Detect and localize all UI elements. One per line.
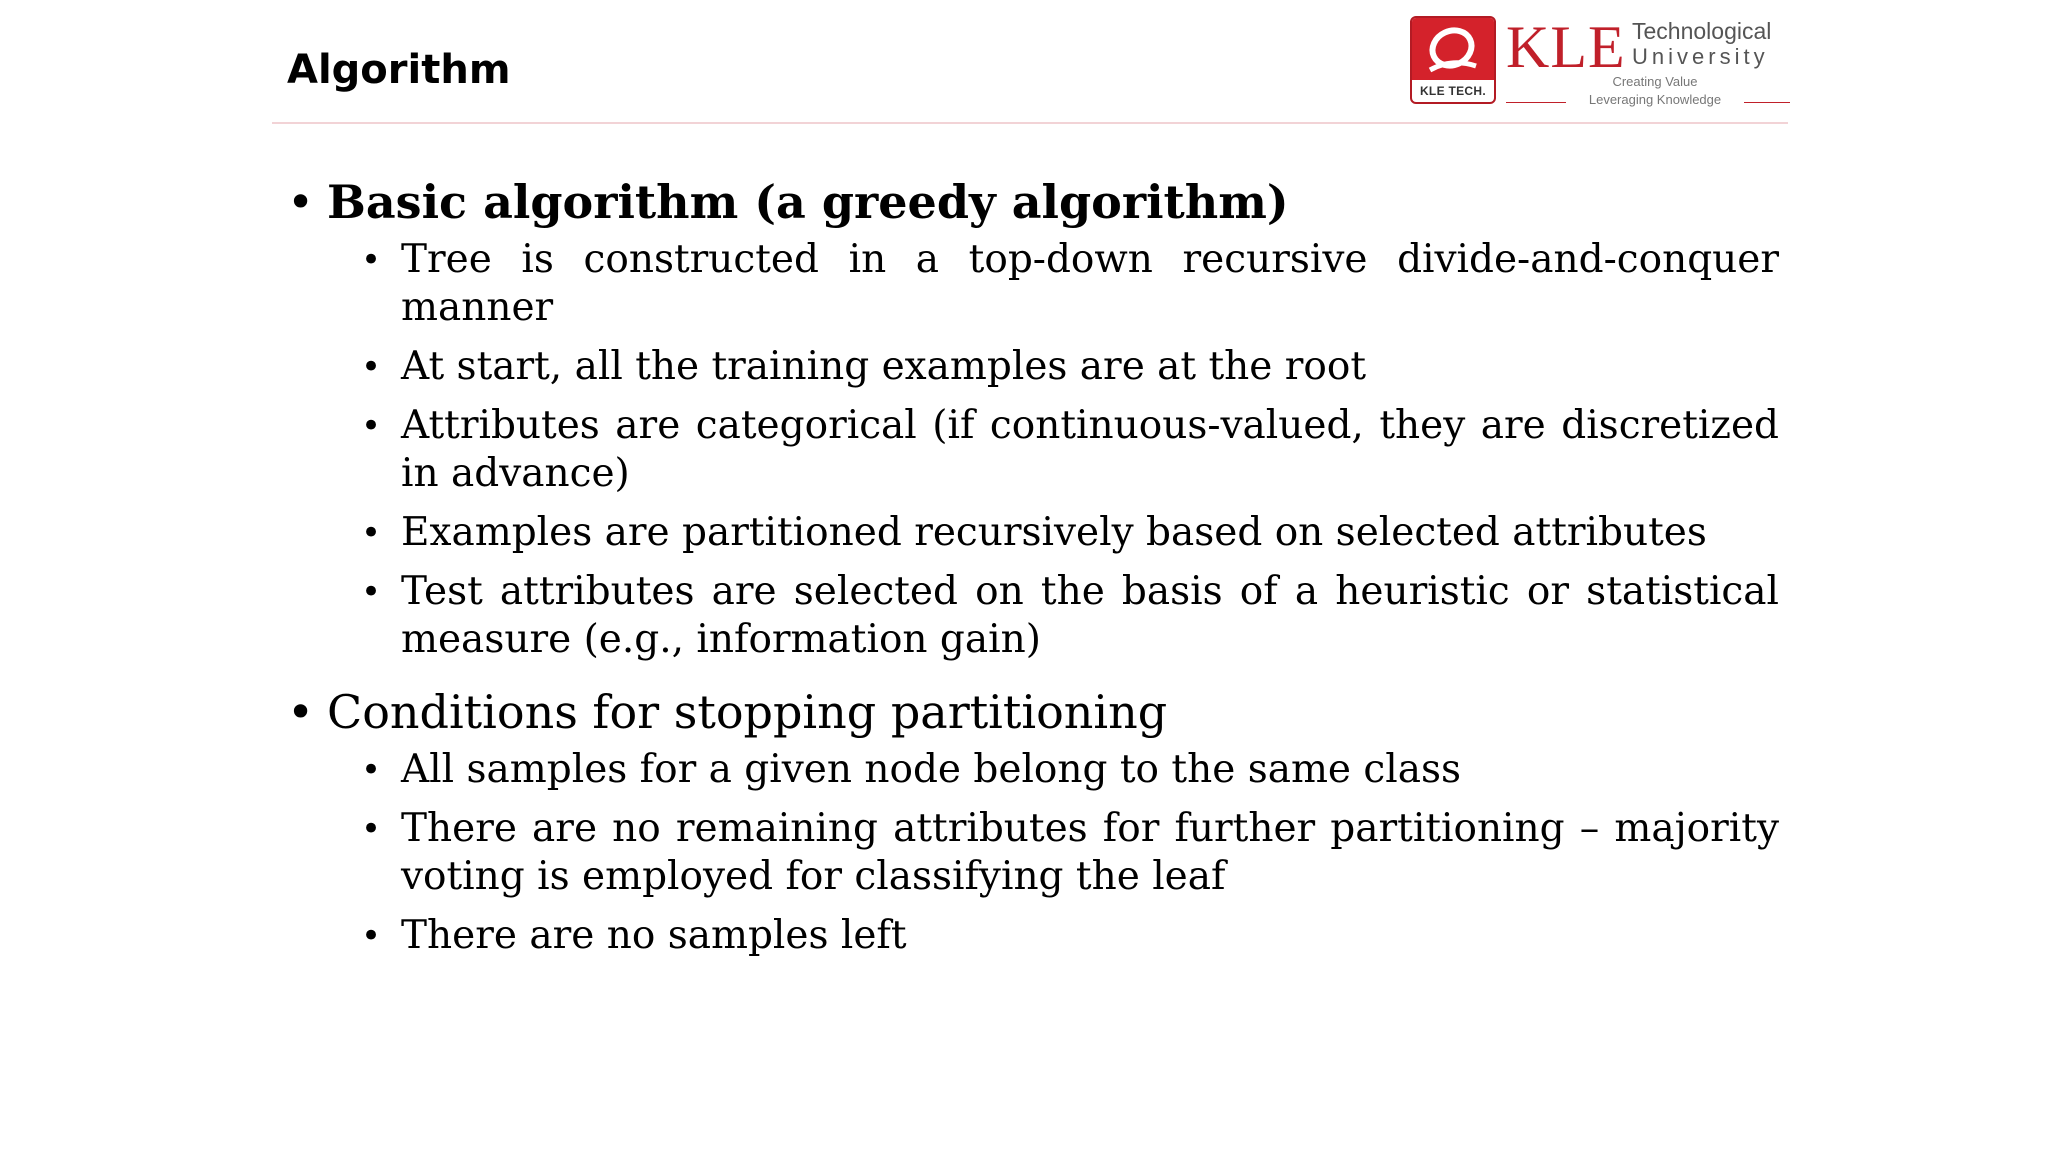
bullet-icon: •: [361, 916, 382, 956]
logo-tagline2: Leveraging Knowledge: [1588, 92, 1722, 107]
slide-title: Algorithm: [287, 47, 511, 93]
logo-line1: Technological: [1632, 18, 1772, 44]
sub-bullet: [287, 236, 1779, 332]
sub-bullet: [287, 343, 1779, 391]
bullet-icon: •: [361, 513, 382, 553]
bullet-stopping-conditions: [287, 682, 1779, 742]
sub-bullet-text: Tree is constructed in a top-down recursive divide-and-conquer manner: [401, 237, 1779, 330]
sub-bullet-text: Examples are partitioned recursively based on selected attributes: [401, 510, 1707, 555]
bullet-icon: •: [361, 240, 382, 280]
bullet-icon: •: [361, 750, 382, 790]
bullet-icon: •: [361, 572, 382, 612]
bullet-text: Basic algorithm (a greedy algorithm): [327, 175, 1289, 229]
sub-bullet: [287, 568, 1779, 664]
sub-bullet-text: At start, all the training examples are at the root: [401, 344, 1367, 389]
sub-bullet: [287, 402, 1779, 498]
sub-bullet: [287, 912, 1779, 960]
sub-bullet: [287, 509, 1779, 557]
sub-bullet: [287, 805, 1779, 901]
bullet-icon: •: [361, 406, 382, 446]
emblem-caption: KLE TECH.: [1419, 84, 1487, 98]
bullet-icon: •: [361, 347, 382, 387]
bullet-icon: •: [287, 175, 315, 229]
bullet-icon: •: [287, 685, 315, 739]
logo-brand: KLE: [1506, 14, 1626, 80]
bullet-text: Conditions for stopping partitioning: [327, 685, 1168, 739]
bullet-icon: •: [361, 809, 382, 849]
sub-bullet: [287, 746, 1779, 794]
logo-tagline1: Creating Value: [1612, 74, 1698, 89]
logo-divider: [1506, 102, 1566, 103]
sub-bullet-text: There are no remaining attributes for further partitioning – majority voting is employed for classifying the leaf: [401, 806, 1779, 899]
sub-bullet-text: Test attributes are selected on the basis of a heuristic or statistical measure (e.g., information gain): [401, 569, 1779, 662]
header-divider: [272, 122, 1788, 124]
university-logo: [1410, 16, 1790, 112]
sub-bullet-text: There are no samples left: [401, 913, 907, 958]
logo-divider: [1744, 102, 1790, 103]
kle-emblem-icon: [1410, 16, 1496, 104]
slide-content: [287, 172, 1779, 971]
sub-bullet-text: All samples for a given node belong to the same class: [401, 747, 1462, 792]
sub-bullet-text: Attributes are categorical (if continuous-valued, they are discretized in advance): [401, 403, 1779, 496]
bullet-basic-algorithm: [287, 172, 1779, 232]
logo-line2: University: [1632, 44, 1769, 69]
